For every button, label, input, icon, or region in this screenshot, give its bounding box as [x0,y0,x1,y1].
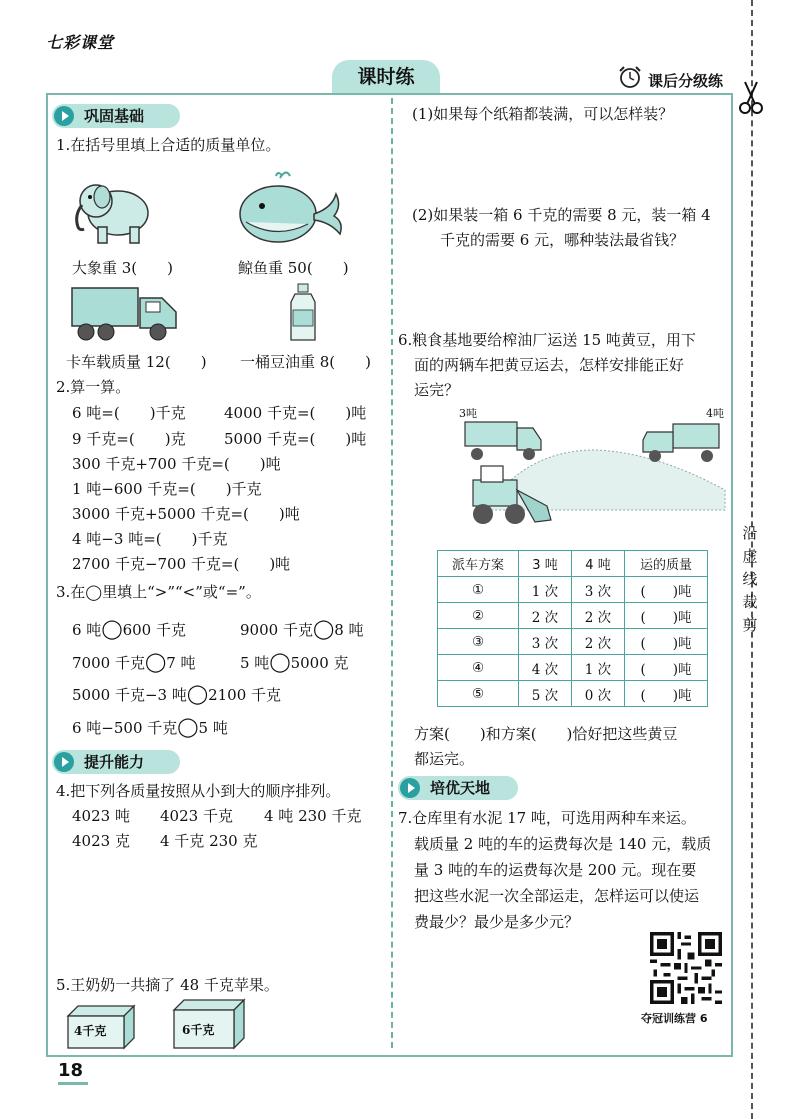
section-heading-text: 提升能力 [84,753,145,771]
table-cell: ④ [438,655,519,681]
question-6-answer-line2: 都运完。 [414,750,475,768]
question-5-sub2-line1: (2)如果装一箱 6 千克的需要 8 元，装一箱 4 [412,206,711,224]
table-cell: ② [438,603,519,629]
table-cell: 0 次 [572,681,625,707]
compare-left: 7000 千克 [72,654,145,672]
mass-item: 4023 千克 [160,807,233,825]
oil-bottle-illustration [287,282,319,344]
question-7-line3: 量 3 吨的车的运费每次是 200 元。现在要 [414,861,697,879]
calc-line: 4 吨−3 吨=( )千克 [72,530,228,548]
truck-illustration [70,284,180,344]
box-6kg [172,998,246,1054]
table-row [438,681,708,707]
question-5-sub2-line2: 千克的需要 6 元，哪种装法最省钱？ [440,231,685,249]
whale-weight: 鲸鱼重 50( ) [238,259,349,277]
compare-left: 6 吨−500 千克 [72,719,178,737]
table-header: 运的质量 [625,551,708,577]
compare-circle[interactable]: ◯ [177,716,199,738]
compare-item [72,717,228,738]
truck-capacity: 卡车载质量 12( ) [66,353,207,371]
compare-item [72,619,186,640]
compare-circle[interactable]: ◯ [312,618,335,640]
table-cell: 4 次 [519,655,572,681]
box-label: 6千克 [182,1023,215,1037]
question-6-line3: 运完？ [414,381,460,399]
section-heading-basics [52,104,180,128]
calc-line: 300 千克+700 千克=( )吨 [72,455,281,473]
cut-instruction [738,522,762,637]
compare-left: 9000 千克 [240,621,313,639]
compare-item [240,619,364,640]
compare-right: 5000 克 [290,654,349,672]
cut-char: 沿 [742,524,758,542]
compare-right: 8 吨 [334,621,364,639]
question-7-line4: 把这些水泥一次全部运走，怎样运可以使运 [414,887,700,905]
compare-right: 600 千克 [122,621,186,639]
whale-illustration [236,168,348,250]
table-cell: 2 次 [572,603,625,629]
box-4kg [66,1004,136,1054]
elephant-illustration [68,175,158,247]
compare-circle[interactable]: ◯ [144,651,167,673]
play-icon [400,778,420,798]
question-7-line2: 载质量 2 吨的车的运费每次是 140 元，载质 [414,835,712,853]
table-cell: 2 次 [519,603,572,629]
question-7-line1: 7.仓库里有水泥 17 吨，可选用两种车来运。 [398,809,696,827]
question-6-line1: 6.粮食基地要给榨油厂运送 15 吨黄豆，用下 [398,331,696,349]
table-cell: ⑤ [438,681,519,707]
question-5-prompt: 5.王奶奶一共摘了 48 千克苹果。 [56,976,279,994]
cut-char: 虚 [742,547,758,565]
mass-item: 4 千克 230 克 [160,832,258,850]
table-cell[interactable]: ( )吨 [625,629,708,655]
question-5-sub1: (1)如果每个纸箱都装满，可以怎样装？ [412,105,674,123]
alarm-clock-icon [617,64,643,90]
scissors-icon [737,80,765,116]
table-row [438,655,708,681]
calc-line: 1 吨−600 千克=( )千克 [72,480,262,498]
cut-char: 剪 [742,616,758,634]
question-6-line2: 面的两辆车把黄豆运去，怎样安排能正好 [414,356,685,374]
table-row [438,603,708,629]
mass-item: 4023 克 [72,832,130,850]
table-header: 4 吨 [572,551,625,577]
table-cell: 5 次 [519,681,572,707]
page-number-bar [58,1082,88,1085]
compare-circle[interactable]: ◯ [269,651,291,673]
compare-left: 5 吨 [240,654,270,672]
box-label: 4千克 [74,1024,107,1038]
table-cell: 3 次 [519,629,572,655]
compare-item [72,652,196,673]
table-cell: 2 次 [572,629,625,655]
calc-line: 3000 千克+5000 千克=( )吨 [72,505,300,523]
compare-right: 2100 千克 [208,686,282,704]
calc-line: 6 吨=( )千克 [72,404,186,422]
table-header: 3 吨 [519,551,572,577]
grade-label: 课后分级练 [648,72,724,90]
table-row [438,629,708,655]
table-cell: ① [438,577,519,603]
table-cell: 1 次 [572,655,625,681]
elephant-weight: 大象重 3( ) [72,259,174,277]
table-row [438,577,708,603]
calc-line: 5000 千克=( )吨 [224,430,367,448]
cut-char: 线 [742,570,758,588]
table-cell[interactable]: ( )吨 [625,603,708,629]
question-2-prompt: 2.算一算。 [56,378,131,396]
section-heading-text: 培优天地 [430,779,491,797]
table-cell[interactable]: ( )吨 [625,577,708,603]
compare-item [240,652,349,673]
calc-line: 2700 千克−700 千克=( )吨 [72,555,291,573]
table-cell: 3 次 [572,577,625,603]
table-cell: ③ [438,629,519,655]
compare-left: 6 吨 [72,621,102,639]
table-header-row [438,551,708,577]
calc-line: 4000 千克=( )吨 [224,404,367,422]
compare-item [72,684,281,705]
table-cell[interactable]: ( )吨 [625,655,708,681]
table-header: 派车方案 [438,551,519,577]
qr-caption: 夺冠训练营 6 [641,1012,708,1025]
play-icon [54,106,74,126]
question-6-answer-line1: 方案( )和方案( )恰好把这些黄豆 [414,725,678,743]
section-heading-text: 巩固基础 [84,107,145,125]
dispatch-plan-table [437,550,708,707]
calc-line: 9 千克=( )克 [72,430,186,448]
column-divider [391,98,393,1048]
question-7-line5: 费最少？最少是多少元？ [414,913,580,931]
table-cell: 1 次 [519,577,572,603]
compare-circle[interactable]: ◯ [101,618,123,640]
play-icon [54,752,74,772]
compare-right: 7 吨 [166,654,196,672]
truck-4t-label: 4吨 [706,407,724,420]
page-number: 18 [58,1060,84,1081]
compare-circle[interactable]: ◯ [186,683,209,705]
compare-left: 5000 千克−3 吨 [72,686,187,704]
soybean-transport-illustration [455,410,735,535]
question-4-prompt: 4.把下列各质量按照从小到大的顺序排列。 [56,782,341,800]
question-1-prompt: 1.在括号里填上合适的质量单位。 [56,136,281,154]
oil-weight: 一桶豆油重 8( ) [240,353,372,371]
compare-right: 5 吨 [198,719,228,737]
brand-logo: 七彩课堂 [46,33,115,52]
mass-item: 4 吨 230 千克 [264,807,362,825]
question-3-prompt: 3.在◯里填上“>”“<”或“=”。 [56,583,261,601]
mass-item: 4023 吨 [72,807,130,825]
truck-3t-label: 3吨 [459,407,477,420]
cut-char: 裁 [742,593,758,611]
table-cell[interactable]: ( )吨 [625,681,708,707]
section-heading-advanced [398,776,518,800]
page-title: 课时练 [332,60,440,94]
qr-code-icon[interactable] [650,932,722,1004]
section-heading-improve [52,750,180,774]
